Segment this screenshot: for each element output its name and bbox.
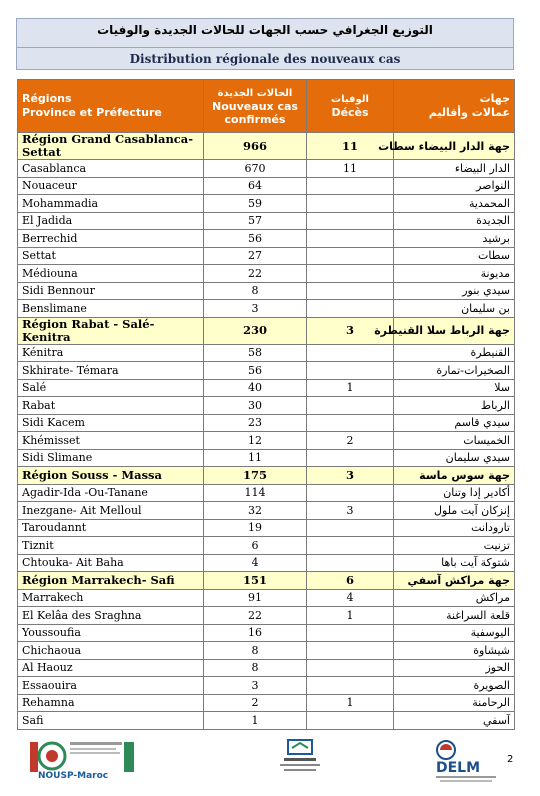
province-name: Chichaoua	[18, 642, 204, 660]
cases-cell: 23	[204, 414, 307, 432]
cases-cell: 966	[204, 133, 307, 160]
province-name: Casablanca	[18, 160, 204, 178]
table-row	[18, 265, 515, 283]
table-row	[18, 449, 515, 467]
deaths-cell: 1	[307, 379, 394, 397]
deaths-cell: 4	[307, 589, 394, 607]
province-name: Sidi Bennour	[18, 282, 204, 300]
province-name: Marrakech	[18, 589, 204, 607]
province-name: Youssoufia	[18, 624, 204, 642]
deaths-cell: 11	[307, 133, 394, 160]
table-row	[18, 177, 515, 195]
region-name: Région Rabat - Salé-Kenitra	[18, 317, 204, 344]
province-name-ar: الرباط	[394, 397, 515, 415]
deaths-cell: 3	[307, 317, 394, 344]
province-name: Médiouna	[18, 265, 204, 283]
province-name-ar: الرحامنة	[394, 694, 515, 712]
region-name: Région Souss - Massa	[18, 467, 204, 485]
table-row	[18, 484, 515, 502]
province-name-ar: المحمدية	[394, 195, 515, 213]
region-row	[18, 317, 515, 344]
province-name-ar: سيدي قاسم	[394, 414, 515, 432]
cases-cell: 3	[204, 300, 307, 318]
nousp-logo	[30, 736, 140, 782]
region-row	[18, 467, 515, 485]
cases-cell: 19	[204, 519, 307, 537]
province-name: Rabat	[18, 397, 204, 415]
cases-cell: 30	[204, 397, 307, 415]
region-name-ar: جهة الرباط سلا القنيطرة	[394, 317, 515, 344]
region-row	[18, 572, 515, 590]
deaths-cell: 3	[307, 502, 394, 520]
cases-cell: 59	[204, 195, 307, 213]
deaths-cell	[307, 230, 394, 248]
deaths-cell	[307, 449, 394, 467]
nousp-logo-text: NOUSP-Maroc	[38, 771, 109, 781]
deaths-cell: 11	[307, 160, 394, 178]
cases-cell: 57	[204, 212, 307, 230]
province-name: Rehamna	[18, 694, 204, 712]
province-name-ar: تارودانت	[394, 519, 515, 537]
deaths-cell	[307, 265, 394, 283]
header-cases	[204, 80, 307, 133]
cases-cell: 230	[204, 317, 307, 344]
cases-cell: 8	[204, 642, 307, 660]
cases-cell: 56	[204, 362, 307, 380]
table-row	[18, 712, 515, 730]
cases-cell: 1	[204, 712, 307, 730]
deaths-cell	[307, 344, 394, 362]
table-row	[18, 432, 515, 450]
header-cases-ar: الحالات الجديدة	[217, 87, 293, 99]
province-name-ar: الحوز	[394, 659, 515, 677]
province-name-ar: شيشاوة	[394, 642, 515, 660]
province-name-ar: النواصر	[394, 177, 515, 195]
cases-cell: 4	[204, 554, 307, 572]
table-header-row	[18, 80, 515, 133]
province-name: Agadir-Ida -Ou-Tanane	[18, 484, 204, 502]
footer	[0, 730, 540, 796]
header-region-fr	[18, 80, 204, 133]
province-name: El Kelâa des Sraghna	[18, 607, 204, 625]
deaths-cell	[307, 624, 394, 642]
table-row	[18, 537, 515, 555]
cases-cell: 8	[204, 282, 307, 300]
province-name: Al Haouz	[18, 659, 204, 677]
cases-cell: 151	[204, 572, 307, 590]
region-name-ar: جهة مراكش آسفي	[394, 572, 515, 590]
deaths-cell	[307, 282, 394, 300]
region-name: Région Marrakech- Safi	[18, 572, 204, 590]
deaths-cell	[307, 362, 394, 380]
province-name: Settat	[18, 247, 204, 265]
province-name-ar: قلعة السراغنة	[394, 607, 515, 625]
region-name-ar: جهة سوس ماسة	[394, 467, 515, 485]
cases-cell: 114	[204, 484, 307, 502]
province-name-ar: سيدي سليمان	[394, 449, 515, 467]
table-row	[18, 642, 515, 660]
table-row	[18, 230, 515, 248]
province-name-ar: إنزكان آيت ملول	[394, 502, 515, 520]
title-box	[16, 18, 514, 70]
province-name: Kénitra	[18, 344, 204, 362]
province-name: Mohammadia	[18, 195, 204, 213]
header-region-line1: Régions	[22, 92, 72, 105]
province-name-ar: الصويرة	[394, 677, 515, 695]
deaths-cell	[307, 195, 394, 213]
province-name: Salé	[18, 379, 204, 397]
province-name-ar: الخميسات	[394, 432, 515, 450]
province-name: Tiznit	[18, 537, 204, 555]
table-row	[18, 414, 515, 432]
province-name: Sidi Kacem	[18, 414, 204, 432]
delm-logo	[434, 736, 502, 786]
deaths-cell	[307, 712, 394, 730]
cases-cell: 91	[204, 589, 307, 607]
table-row	[18, 362, 515, 380]
ministry-logo	[270, 734, 330, 784]
province-name: Essaouira	[18, 677, 204, 695]
table-row	[18, 659, 515, 677]
cases-cell: 3	[204, 677, 307, 695]
province-name-ar: سلا	[394, 379, 515, 397]
province-name-ar: شتوكة آيت باها	[394, 554, 515, 572]
region-name-ar: جهة الدار البيضاء سطات	[394, 133, 515, 160]
province-name: Safi	[18, 712, 204, 730]
province-name: Benslimane	[18, 300, 204, 318]
header-cases-fr: Nouveaux cas confirmés	[212, 99, 298, 126]
table-row	[18, 282, 515, 300]
deaths-cell	[307, 659, 394, 677]
province-name-ar: آسفي	[394, 712, 515, 730]
deaths-cell	[307, 642, 394, 660]
header-deaths-fr: Décès	[331, 106, 369, 119]
cases-cell: 22	[204, 265, 307, 283]
page-number: 2	[507, 754, 514, 765]
table-row	[18, 247, 515, 265]
deaths-cell: 1	[307, 694, 394, 712]
cases-cell: 56	[204, 230, 307, 248]
header-deaths	[307, 80, 394, 133]
province-name-ar: برشيد	[394, 230, 515, 248]
province-name-ar: الصخيرات-تمارة	[394, 362, 515, 380]
cases-cell: 175	[204, 467, 307, 485]
table-row	[18, 589, 515, 607]
province-name-ar: تزنيت	[394, 537, 515, 555]
cases-cell: 22	[204, 607, 307, 625]
deaths-cell	[307, 537, 394, 555]
regional-distribution-table	[17, 79, 515, 730]
province-name-ar: مديونة	[394, 265, 515, 283]
table-row	[18, 160, 515, 178]
cases-cell: 12	[204, 432, 307, 450]
table-row	[18, 554, 515, 572]
province-name-ar: اليوسفية	[394, 624, 515, 642]
title-divider	[17, 47, 513, 48]
province-name: El Jadida	[18, 212, 204, 230]
region-row	[18, 133, 515, 160]
cases-cell: 16	[204, 624, 307, 642]
province-name: Nouaceur	[18, 177, 204, 195]
province-name-ar: سطات	[394, 247, 515, 265]
province-name: Inezgane- Ait Melloul	[18, 502, 204, 520]
deaths-cell	[307, 212, 394, 230]
header-region-ar	[394, 80, 515, 133]
cases-cell: 58	[204, 344, 307, 362]
cases-cell: 2	[204, 694, 307, 712]
table-row	[18, 195, 515, 213]
delm-logo-text: DELM	[436, 760, 481, 776]
cases-cell: 11	[204, 449, 307, 467]
title-arabic: التوزيع الجغرافي حسب الجهات للحالات الجديدة والوفيات	[97, 23, 433, 37]
table-body	[18, 133, 515, 730]
deaths-cell	[307, 397, 394, 415]
deaths-cell: 2	[307, 432, 394, 450]
province-name-ar: الدار البيضاء	[394, 160, 515, 178]
table-row	[18, 694, 515, 712]
province-name: Taroudannt	[18, 519, 204, 537]
cases-cell: 6	[204, 537, 307, 555]
header-region-ar-line2: عمالات وأقاليم	[428, 106, 510, 119]
deaths-cell	[307, 414, 394, 432]
province-name-ar: بن سليمان	[394, 300, 515, 318]
province-name: Chtouka- Ait Baha	[18, 554, 204, 572]
header-region-line2: Province et Préfecture	[22, 106, 162, 119]
deaths-cell	[307, 484, 394, 502]
deaths-cell	[307, 177, 394, 195]
table-row	[18, 379, 515, 397]
header-deaths-ar: الوفيات	[331, 94, 369, 105]
table-row	[18, 519, 515, 537]
deaths-cell: 3	[307, 467, 394, 485]
cases-cell: 32	[204, 502, 307, 520]
deaths-cell: 6	[307, 572, 394, 590]
table-row	[18, 300, 515, 318]
table-row	[18, 212, 515, 230]
deaths-cell	[307, 677, 394, 695]
cases-cell: 670	[204, 160, 307, 178]
table-row	[18, 502, 515, 520]
header-region-ar-line1: جهات	[479, 92, 510, 105]
region-name: Région Grand Casablanca-Settat	[18, 133, 204, 160]
province-name: Khémisset	[18, 432, 204, 450]
province-name-ar: القنيطرة	[394, 344, 515, 362]
table-row	[18, 397, 515, 415]
province-name: Berrechid	[18, 230, 204, 248]
table-row	[18, 344, 515, 362]
deaths-cell: 1	[307, 607, 394, 625]
province-name-ar: أكادير إدا وتنان	[394, 484, 515, 502]
province-name-ar: سيدي بنور	[394, 282, 515, 300]
deaths-cell	[307, 554, 394, 572]
cases-cell: 40	[204, 379, 307, 397]
cases-cell: 8	[204, 659, 307, 677]
deaths-cell	[307, 247, 394, 265]
deaths-cell	[307, 300, 394, 318]
table-row	[18, 677, 515, 695]
deaths-cell	[307, 519, 394, 537]
table-row	[18, 607, 515, 625]
table-row	[18, 624, 515, 642]
province-name-ar: مراكش	[394, 589, 515, 607]
cases-cell: 64	[204, 177, 307, 195]
cases-cell: 27	[204, 247, 307, 265]
province-name: Sidi Slimane	[18, 449, 204, 467]
province-name: Skhirate- Témara	[18, 362, 204, 380]
title-french: Distribution régionale des nouveaux cas	[129, 52, 401, 66]
province-name-ar: الجديدة	[394, 212, 515, 230]
